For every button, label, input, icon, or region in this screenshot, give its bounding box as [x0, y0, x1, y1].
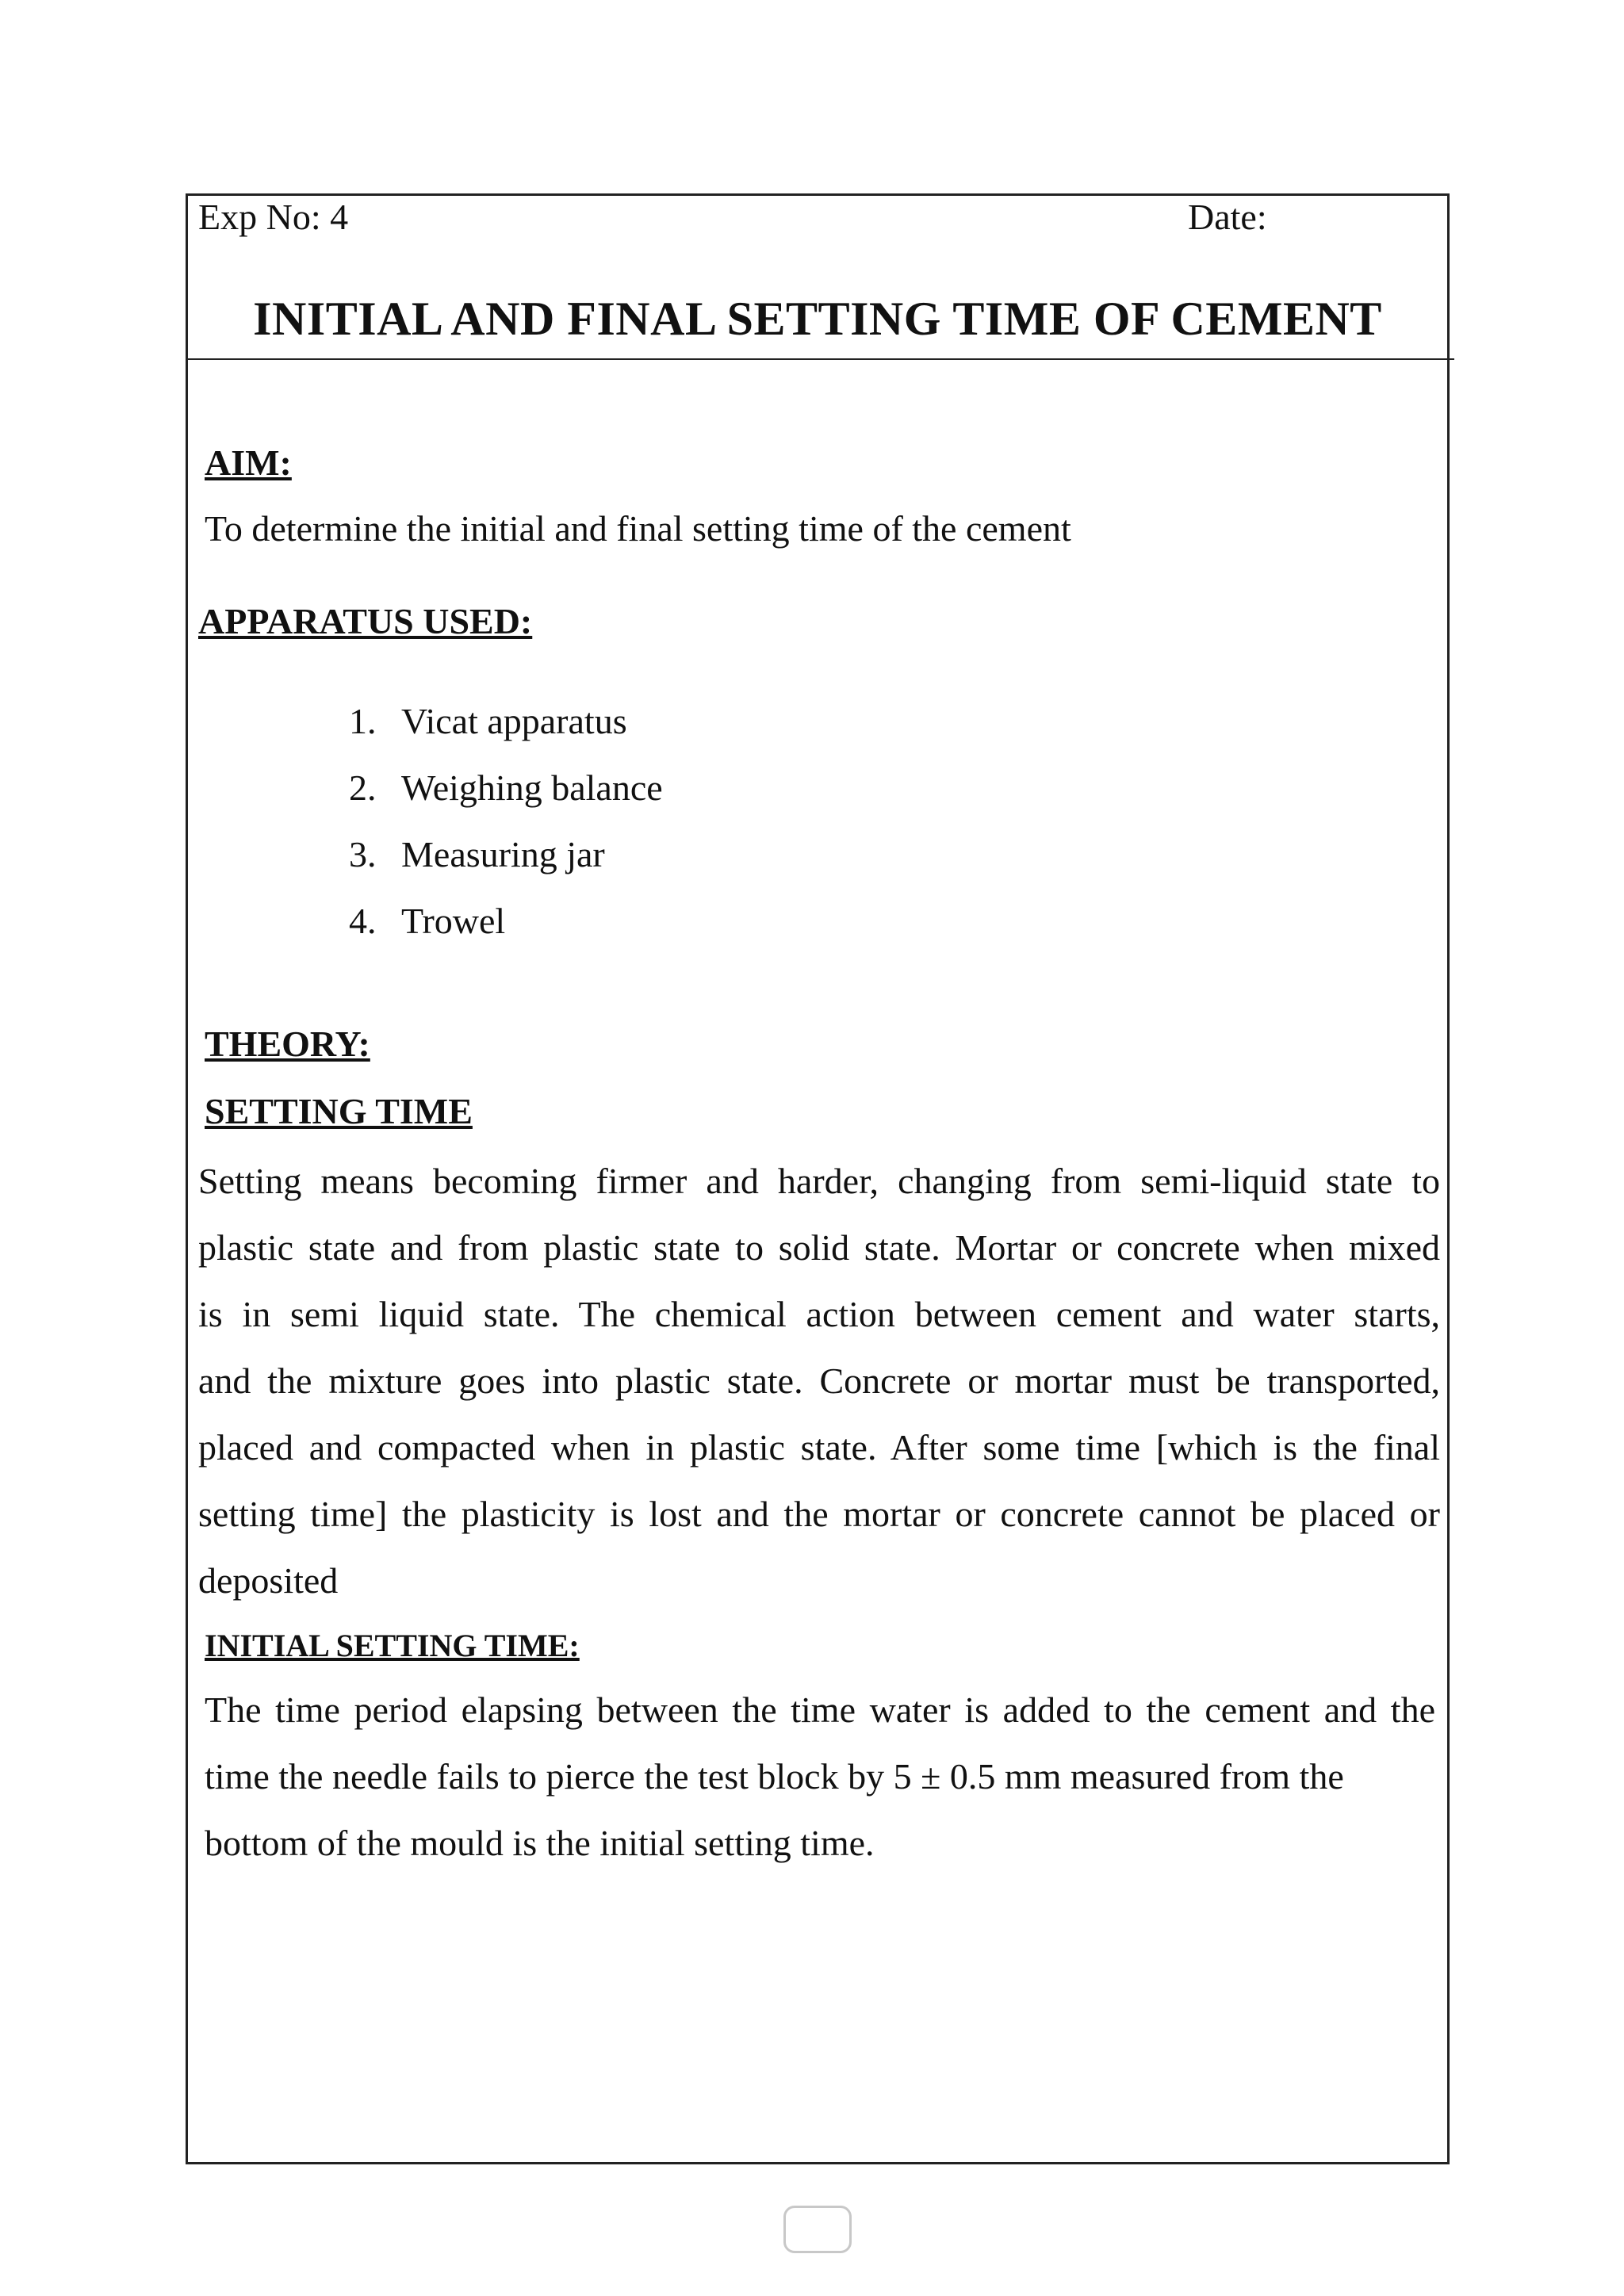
setting-time-paragraph — [198, 1148, 1440, 1614]
initial-setting-time-heading: INITIAL SETTING TIME: — [205, 1628, 580, 1663]
date-label: Date: — [1188, 197, 1267, 237]
initial-setting-time-paragraph — [205, 1677, 1435, 1877]
list-item-label: Measuring jar — [401, 834, 605, 874]
page-number-box — [783, 2206, 852, 2253]
paragraph-line: deposited — [198, 1560, 339, 1601]
paragraph-line: The time period elapsing between the time water is added to the cement and the — [205, 1689, 1435, 1730]
list-item — [349, 755, 663, 821]
list-item — [349, 821, 663, 888]
paragraph-line: Setting means becoming firmer and harder, changing from semi-liquid state to — [198, 1161, 1440, 1201]
theory-heading: THEORY: — [205, 1024, 370, 1064]
list-item — [349, 888, 663, 955]
page-title: INITIAL AND FINAL SETTING TIME OF CEMENT — [253, 293, 1382, 345]
list-item-number: 2. — [349, 767, 377, 808]
list-item-label: Trowel — [401, 901, 506, 941]
list-item-label: Weighing balance — [401, 767, 663, 808]
list-item-label: Vicat apparatus — [401, 701, 627, 741]
header-divider — [186, 358, 1454, 360]
aim-heading: AIM: — [205, 442, 292, 483]
paragraph-line: bottom of the mould is the initial setting time. — [205, 1823, 875, 1863]
list-item — [349, 688, 663, 755]
apparatus-heading: APPARATUS USED: — [198, 601, 533, 641]
apparatus-list — [349, 688, 663, 955]
paragraph-line: plastic state and from plastic state to solid state. Mortar or concrete when mixed — [198, 1227, 1440, 1268]
aim-text: To determine the initial and final setting time of the cement — [205, 508, 1071, 549]
paragraph-line: placed and compacted when in plastic state. After some time [which is the final — [198, 1427, 1440, 1468]
paragraph-line: time the needle fails to pierce the test block by 5 ± 0.5 mm measured from the — [205, 1756, 1344, 1797]
experiment-number: Exp No: 4 — [198, 197, 349, 237]
setting-time-heading: SETTING TIME — [205, 1091, 473, 1131]
paragraph-line: setting time] the plasticity is lost and the mortar or concrete cannot be placed or — [198, 1494, 1440, 1534]
list-item-number: 1. — [349, 701, 377, 741]
paragraph-line: and the mixture goes into plastic state. Concrete or mortar must be transported, — [198, 1360, 1440, 1401]
list-item-number: 4. — [349, 901, 377, 941]
paragraph-line: is in semi liquid state. The chemical action between cement and water starts, — [198, 1294, 1440, 1334]
list-item-number: 3. — [349, 834, 377, 874]
